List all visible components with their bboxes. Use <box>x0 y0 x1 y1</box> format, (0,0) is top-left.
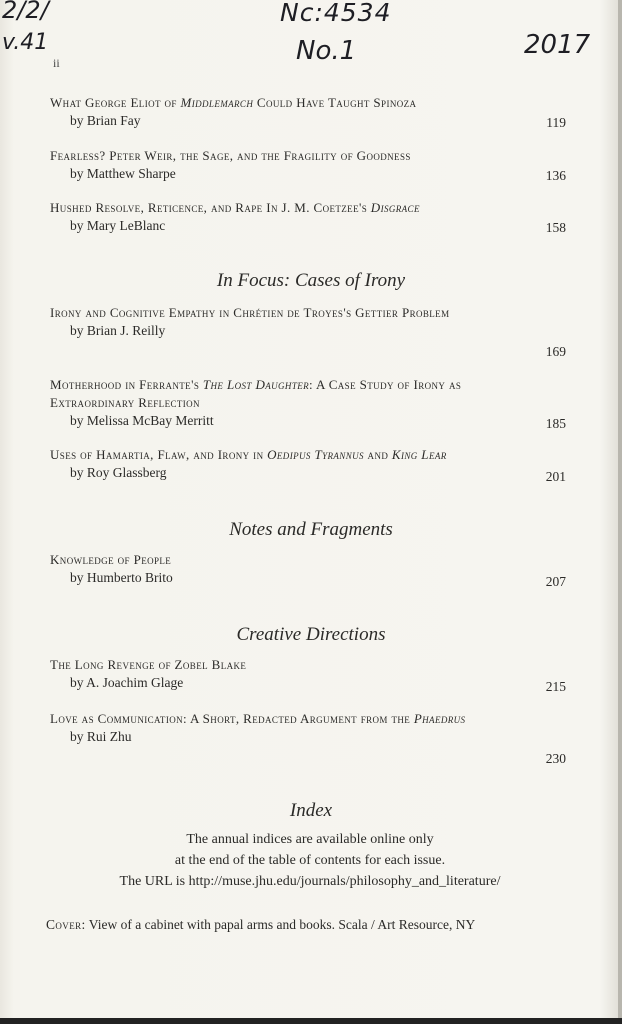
toc-entry-zobel <box>50 656 570 692</box>
entry-author: by Brian J. Reilly <box>70 323 166 338</box>
toc-entry-hamartia <box>50 446 570 482</box>
toc-entry-chretien <box>50 304 570 359</box>
entry-title: The Long Revenge of Zobel Blake <box>50 657 247 672</box>
entry-page: 185 <box>545 416 566 431</box>
entry-page: 201 <box>545 469 566 484</box>
entry-page: 136 <box>545 168 566 183</box>
toc-entry-ferrante <box>50 376 570 430</box>
index-line: at the end of the table of contents for each issue. <box>174 853 446 868</box>
cover-label: Cover: <box>46 917 86 932</box>
entry-title: What George Eliot of Middlemarch Could Have Taught Spinoza <box>50 95 417 110</box>
handwritten-volume: v.41 <box>2 30 49 55</box>
handwritten-call-number: Nc:4534 <box>280 0 392 27</box>
entry-page: 169 <box>545 344 566 359</box>
entry-title: Fearless? Peter Weir, the Sage, and the Fragility of Goodness <box>50 148 411 163</box>
section-heading-irony: In Focus: Cases of Irony <box>216 270 406 291</box>
entry-page: 207 <box>545 574 566 589</box>
entry-title: Hushed Resolve, Reticence, and Rape In J. M. Coetzee's Disgrace <box>50 200 420 215</box>
index-line: The annual indices are available online only <box>186 832 434 847</box>
page-edge-bottom <box>0 1018 622 1024</box>
index-url-line: The URL is http://muse.jhu.edu/journals/philosophy_and_literature/ <box>119 874 501 889</box>
page-number: ii <box>53 56 60 70</box>
handwritten-issue-number: No.1 <box>296 36 357 66</box>
handwritten-year: 2017 <box>524 30 591 60</box>
entry-author: by Brian Fay <box>70 113 141 128</box>
entry-author: by Mary LeBlanc <box>70 218 166 233</box>
entry-title: Love as Communication: A Short, Redacted Argument from the Phaedrus <box>50 711 466 726</box>
entry-page: 215 <box>545 679 566 694</box>
entry-page: 158 <box>545 220 566 235</box>
handwritten-date: 2/2/ <box>2 0 49 24</box>
toc-entry-coetzee <box>50 199 570 235</box>
section-heading-creative: Creative Directions <box>236 624 386 645</box>
entry-author: by A. Joachim Glage <box>70 675 184 690</box>
toc-entry-love <box>50 710 570 766</box>
entry-title: Knowledge of People <box>50 552 172 567</box>
toc-entry-weir <box>50 147 570 183</box>
cover-text: View of a cabinet with papal arms and books. Scala / Art Resource, NY <box>85 917 476 932</box>
entry-title: Irony and Cognitive Empathy in Chrétien de Troyes's Gettier Problem <box>50 305 450 320</box>
section-heading-notes: Notes and Fragments <box>229 519 393 540</box>
toc-entry-knowledge <box>50 551 570 587</box>
entry-page: 119 <box>546 115 566 130</box>
entry-title: Uses of Hamartia, Flaw, and Irony in Oedipus Tyrannus and King Lear <box>50 447 447 462</box>
entry-author: by Humberto Brito <box>70 570 173 585</box>
entry-author: by Rui Zhu <box>70 729 132 744</box>
toc-entry-eliot <box>50 94 570 130</box>
page-edge-right <box>618 0 622 1024</box>
entry-author: by Melissa McBay Merritt <box>70 413 214 428</box>
entry-title: Motherhood in Ferrante's The Lost Daughter: A Case Study of Irony as Extraordinary Reflection <box>50 377 462 410</box>
entry-author: by Roy Glassberg <box>70 465 167 480</box>
section-heading-index: Index <box>289 800 333 821</box>
cover-credit <box>46 917 586 933</box>
entry-author: by Matthew Sharpe <box>70 166 176 181</box>
entry-page: 230 <box>545 751 566 766</box>
